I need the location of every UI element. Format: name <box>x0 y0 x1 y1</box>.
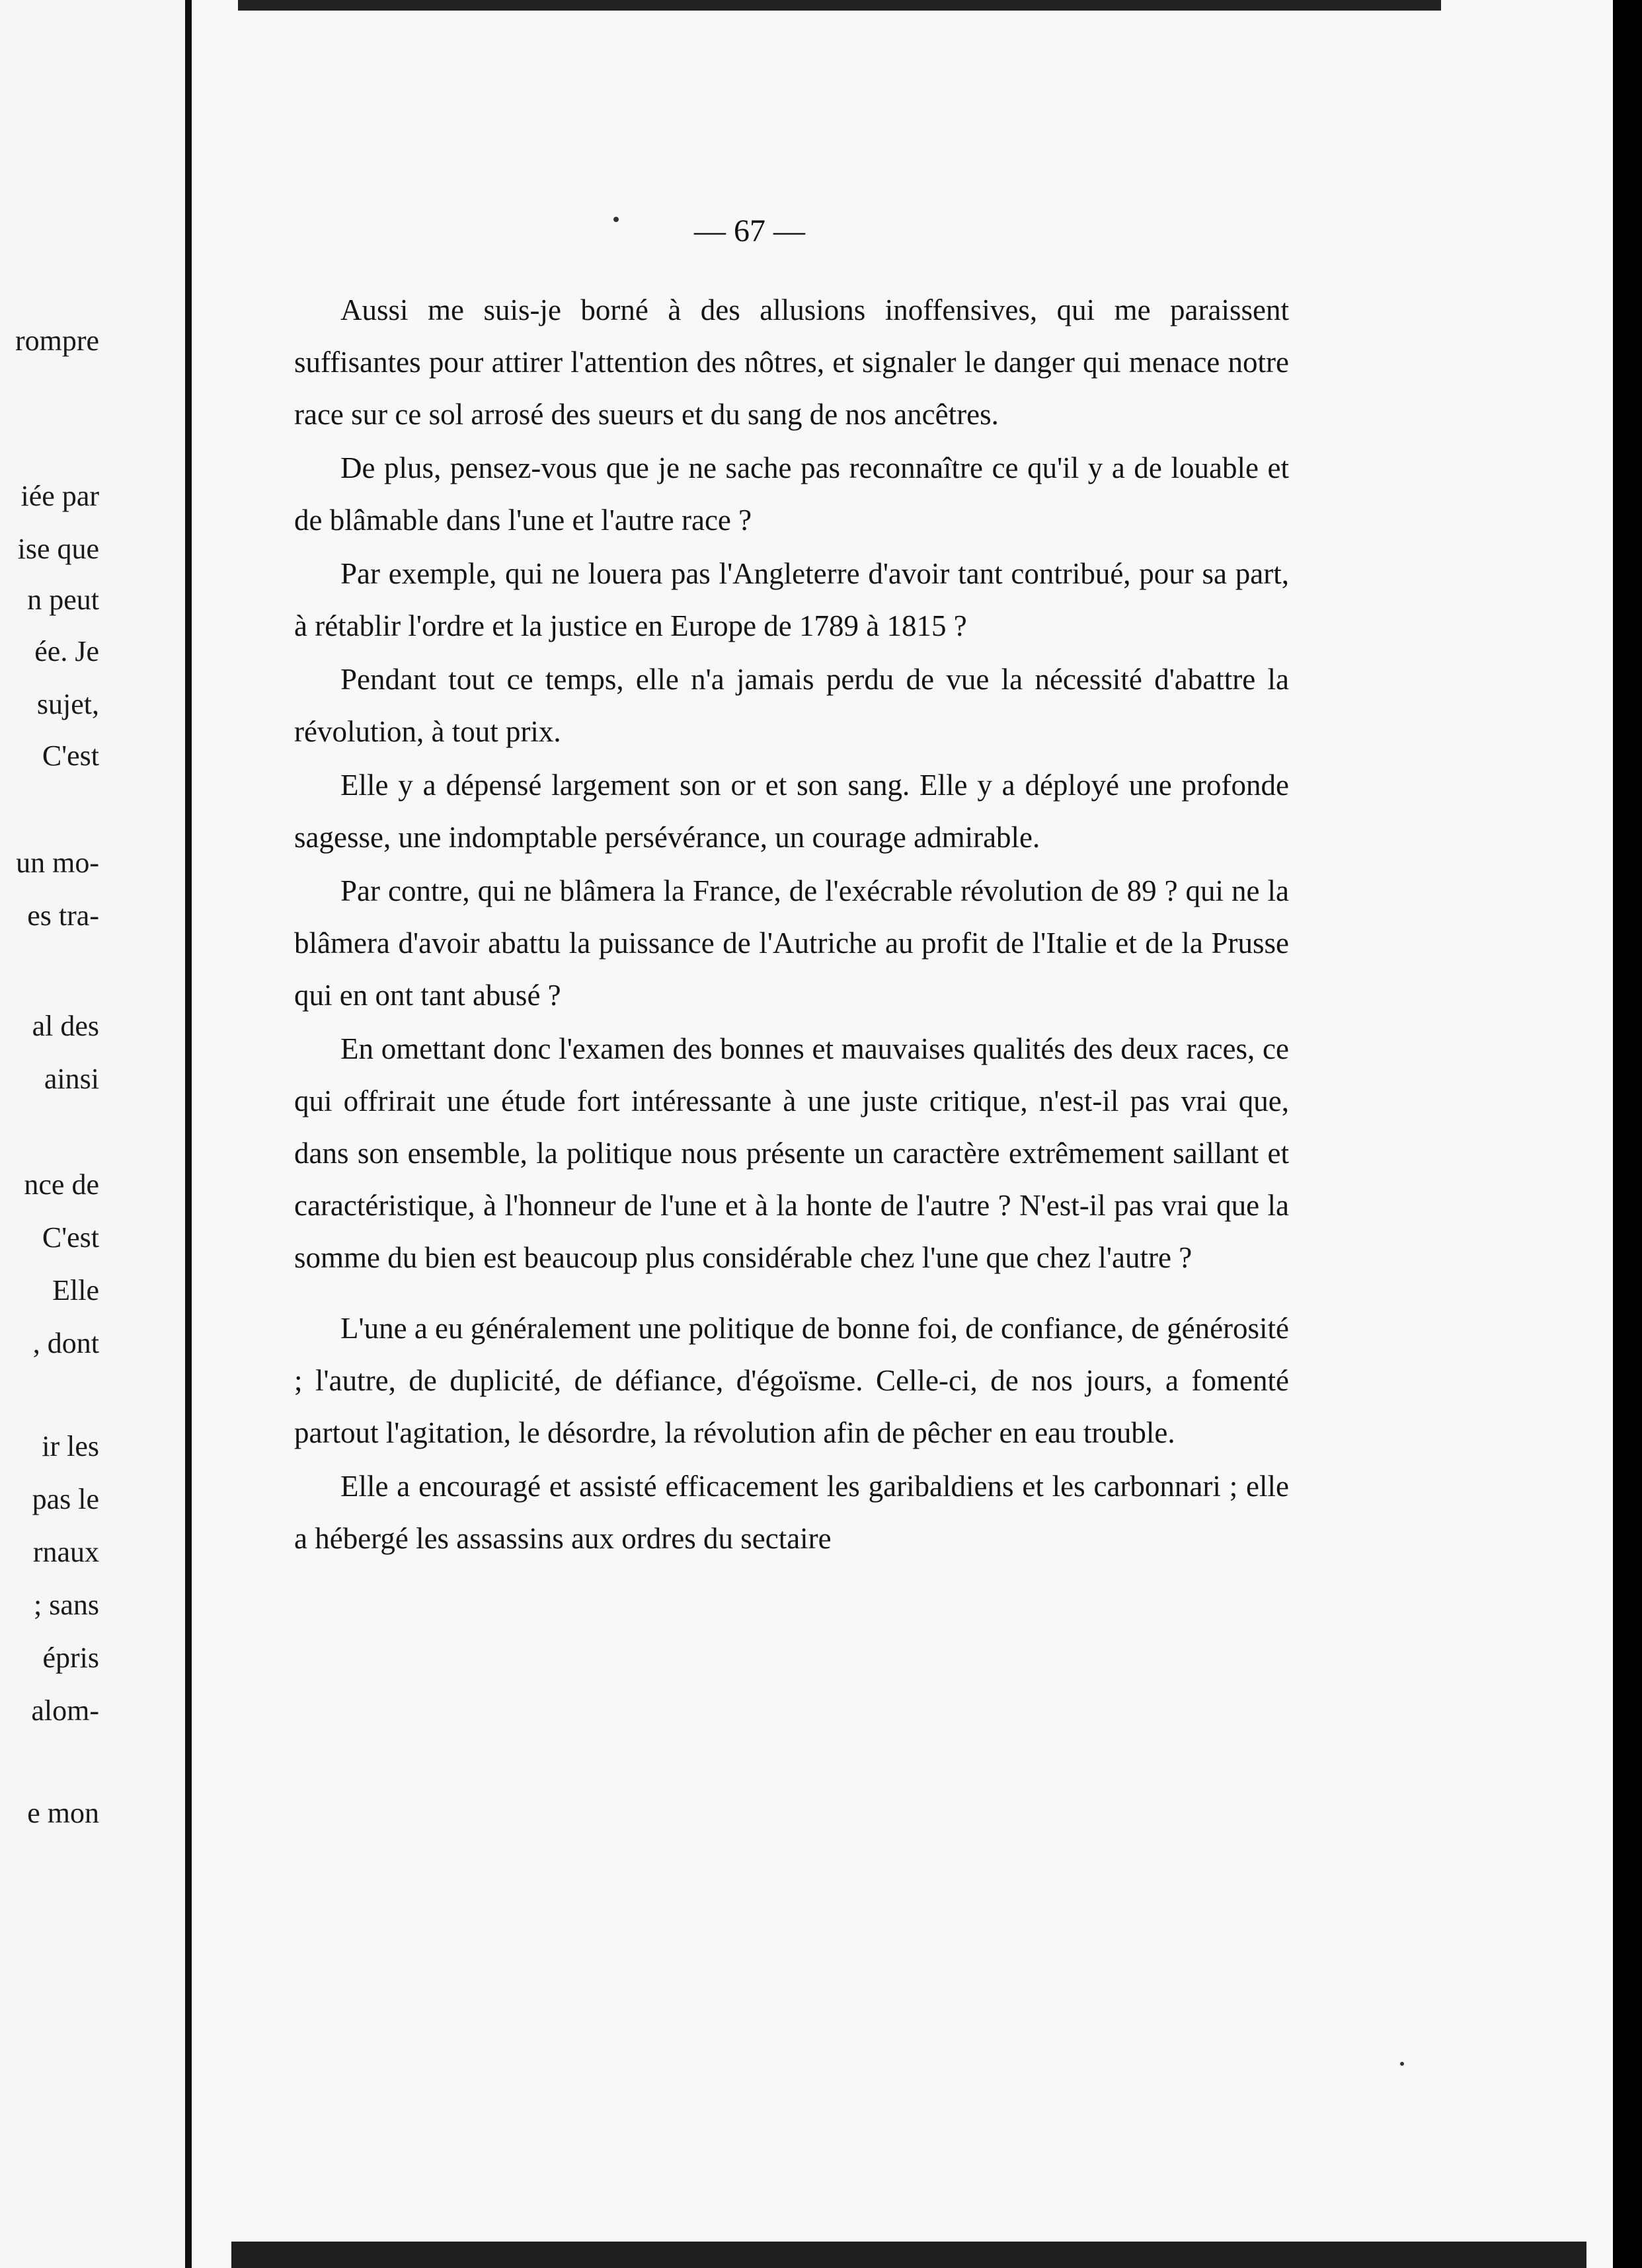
left-page-fragment: ir les <box>42 1430 99 1462</box>
scan-edge-bottom <box>231 2242 1586 2268</box>
left-page-fragment: épris <box>42 1642 99 1674</box>
paragraph: L'une a eu généralement une politique de bonne foi, de confiance, de générosité ; l'autre, de duplicité, de défiance, d'égoïsme. Celle-ci, de nos jours, a fomenté partout l'agitation, le désordre, la révolution afin de pêcher en eau trouble. <box>294 1312 1290 1449</box>
left-page-fragment: C'est <box>42 1221 99 1254</box>
left-page <box>0 0 185 2268</box>
paragraph: Pendant tout ce temps, elle n'a jamais perdu de vue la nécessité d'abattre la révolution, à tout prix. <box>294 663 1289 748</box>
scan-speck <box>1400 2062 1404 2066</box>
left-page-fragment: al des <box>32 1010 99 1042</box>
left-page-fragment: un mo- <box>16 847 99 879</box>
left-page-fragment: iée par <box>20 480 99 512</box>
left-page-fragment: ; sans <box>34 1589 99 1621</box>
body-text <box>294 284 1289 1565</box>
paragraph: Par contre, qui ne blâmera la France, de l'exécrable révolution de 89 ? qui ne la blâmera d'avoir abattu la puissance de l'Autriche au profit de l'Italie et de la Prusse qui en ont tant abusé ? <box>294 874 1289 1012</box>
left-page-fragment: ise que <box>17 533 99 565</box>
left-page-fragment: es tra- <box>27 899 99 932</box>
page-gutter <box>185 0 192 2268</box>
paragraph: Par exemple, qui ne louera pas l'Angleterre d'avoir tant contribué, pour sa part, à rétablir l'ordre et la justice en Europe de 1789 à 1815 ? <box>294 557 1289 642</box>
left-page-fragment: sujet, <box>36 688 99 720</box>
paragraph: Aussi me suis-je borné à des allusions inoffensives, qui me paraissent suffisantes pour attirer l'attention des nôtres, et signaler le danger qui menace notre race sur ce sol arrosé des sueurs et du sang de nos ancêtres. <box>294 293 1289 431</box>
left-page-fragment: pas le <box>32 1483 99 1515</box>
left-page-fragment: Elle <box>52 1274 99 1306</box>
left-page-fragment: ainsi <box>44 1063 99 1095</box>
left-page-fragment: , dont <box>32 1327 99 1359</box>
page-number: — 67 — <box>694 213 805 248</box>
left-page-fragment: nce de <box>24 1168 99 1201</box>
left-page-fragment: C'est <box>42 739 99 772</box>
left-page-fragment: rnaux <box>32 1536 99 1568</box>
left-page-fragment: alom- <box>31 1694 99 1727</box>
paragraph: Elle y a dépensé largement son or et son sang. Elle y a déployé une profonde sagesse, une indomptable persévérance, un courage admirable. <box>294 769 1289 854</box>
paragraph: Elle a encouragé et assisté efficacement les garibaldiens et les carbonnari ; elle a hébergé les assassins aux ordres du sectaire <box>294 1470 1289 1555</box>
left-page-fragment: rompre <box>15 324 99 357</box>
paragraph: De plus, pensez-vous que je ne sache pas reconnaître ce qu'il y a de louable et de blâmable dans l'une et l'autre race ? <box>294 451 1289 537</box>
left-page-fragment: e mon <box>27 1797 99 1829</box>
paragraph: En omettant donc l'examen des bonnes et mauvaises qualités des deux races, ce qui offrirait une étude fort intéressante à une juste critique, n'est-il pas vrai que, dans son ensemble, la politique nous présente un caractère extrêmement saillant et caractéristique, à l'honneur de l'une et à la honte de l'autre ? N'est-il pas vrai que la somme du bien est beaucoup plus considérable chez l'une que chez l'autre ? <box>294 1032 1289 1274</box>
scan-edge-top <box>238 0 1441 11</box>
scan-speck <box>613 217 619 222</box>
left-page-fragment: ée. Je <box>34 635 99 667</box>
left-page-fragment: n peut <box>27 584 99 616</box>
